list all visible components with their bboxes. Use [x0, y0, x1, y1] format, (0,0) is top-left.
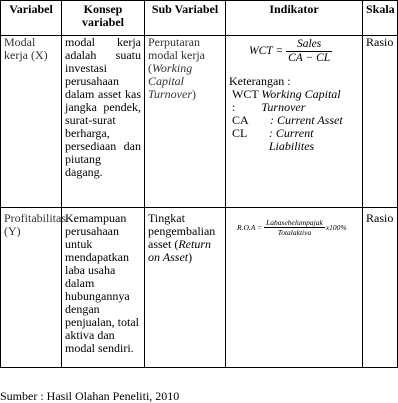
table-row — [1, 208, 398, 368]
header-variabel: Variabel — [1, 1, 62, 36]
formula-denominator: Totalaktiva — [277, 228, 312, 237]
cell-variabel: Profitabilitas (Y) — [1, 208, 62, 368]
keterangan-title: Keterangan : — [229, 74, 291, 88]
sub-variabel-text: Perputaran modal kerja ( — [148, 35, 205, 75]
sub-variabel-italic: Return on Asset — [148, 237, 211, 264]
sub-variabel-text: Tingkat pengembalian asset ( — [148, 211, 216, 251]
wct-formula — [229, 38, 359, 65]
table-row — [1, 36, 398, 208]
cell-sub-variabel — [145, 208, 226, 368]
formula-numerator: Sales — [286, 38, 332, 52]
formula-fraction — [286, 38, 332, 65]
formula-denominator: CA − CL — [288, 52, 331, 64]
sub-variabel-end: ) — [188, 250, 193, 264]
cell-konsep: modal kerja adalah suatu investasi perusahaan dalam asset kas jangka pendek, surat-surat berharga, persediaan dan piutang dagang. — [62, 36, 145, 208]
roa-formula — [229, 218, 359, 237]
table-header-row — [1, 1, 398, 36]
header-indikator: Indikator — [226, 1, 363, 36]
sub-variabel-end: ) — [192, 87, 197, 101]
cell-variabel: Modal kerja (X) — [1, 36, 62, 208]
keterangan-item: CA : Current Asset — [232, 113, 343, 127]
cell-skala: Rasio — [363, 36, 398, 208]
header-skala: Skala — [363, 1, 398, 36]
header-konsep: Konsep variabel — [62, 1, 145, 36]
formula-tail: x100% — [325, 223, 347, 232]
cell-skala: Rasio — [363, 208, 398, 368]
keterangan-item: WCT : Working Capital Turnover — [232, 87, 341, 114]
sub-variabel-italic: Working Capital Turnover — [148, 61, 193, 101]
source-note: Sumber : Hasil Olahan Peneliti, 2010 — [0, 389, 180, 403]
formula-numerator: Labasebelumpajak — [266, 218, 323, 227]
cell-indikator — [226, 36, 363, 208]
formula-lhs: R.O.A = — [237, 223, 263, 232]
cell-sub-variabel — [145, 36, 226, 208]
formula-fraction — [264, 218, 325, 237]
formula-lhs: WCT = — [249, 45, 284, 57]
keterangan-item: CL : Current Liabilites — [232, 126, 315, 153]
cell-indikator — [226, 208, 363, 368]
header-sub-variabel: Sub Variabel — [145, 1, 226, 36]
cell-konsep: Kemampuan perusahaan untuk mendapatkan laba usaha dalam hubungannya dengan penjualan, total aktiva dan modal sendiri. — [62, 208, 145, 368]
keterangan — [229, 75, 359, 153]
